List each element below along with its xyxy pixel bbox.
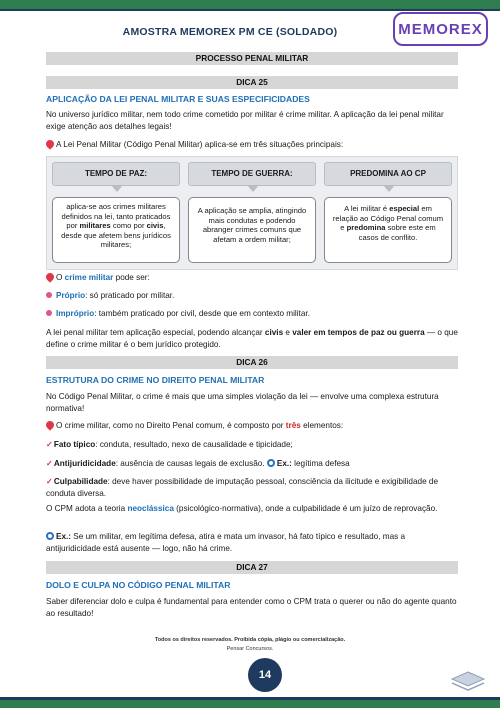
lead-text: A Lei Penal Militar (Código Penal Militar) aplica-se em três situações principais: — [56, 140, 344, 149]
section-bar: PROCESSO PENAL MILITAR — [46, 52, 458, 65]
cp-predomina: predomina — [346, 223, 386, 232]
cpm-teoria — [46, 503, 458, 515]
dot-icon — [46, 310, 52, 316]
cp-text-c: em relação ao Código Penal comum e — [332, 204, 444, 232]
improprio-text: : também praticado por civil, desde que em contexto militar. — [94, 309, 310, 318]
dica-27-label: DICA 27 — [46, 561, 458, 574]
crime-pre: O — [56, 273, 65, 282]
dica-27-title: DOLO E CULPA NO CÓDIGO PENAL MILITAR — [46, 580, 231, 590]
anti-term: Antijuridicidade — [53, 459, 116, 468]
proprio-term: Próprio — [56, 291, 86, 300]
lead-tres: três — [285, 421, 301, 430]
document-title: AMOSTRA MEMOREX PM CE (SOLDADO) — [122, 26, 338, 38]
box-head-guerra: TEMPO DE GUERRA: — [188, 162, 316, 186]
cp-text-a: A lei militar é — [344, 204, 390, 213]
dot-icon — [46, 292, 52, 298]
dica-26-label: DICA 26 — [46, 356, 458, 369]
paz-text-e: , desde que afetem bens jurídicos militares; — [61, 221, 171, 249]
lead-a: O crime militar, como no Direito Penal comum, é composto por — [56, 421, 286, 430]
pin-icon — [44, 271, 55, 282]
culp-text: : deve haver possibilidade de imputação pessoal, consciência da ilicitude e exigibilidade de conduta diversa. — [46, 477, 439, 498]
dica-26-intro: No Código Penal Militar, o crime é mais que uma simples violação da lei — envolve uma complexa estrutura normativa! — [46, 392, 439, 413]
culpabilidade-line — [46, 476, 458, 499]
proprio-line — [46, 290, 458, 302]
ex-label: Ex.: — [56, 532, 72, 541]
checkmark-icon: ✓ — [46, 477, 53, 486]
checkmark-icon: ✓ — [46, 459, 53, 468]
crime-term: crime militar — [64, 273, 114, 282]
fato-text: : conduta, resultado, nexo de causalidade e tipicidade; — [95, 440, 293, 449]
footer-rights: Todos os direitos reservados. Proibida cópia, plágio ou comercialização. — [154, 637, 346, 643]
box-body-cp — [324, 197, 452, 263]
closing-c: e — [283, 328, 293, 337]
dica-26-title: ESTRUTURA DO CRIME NO DIREITO PENAL MILITAR — [46, 375, 265, 385]
top-navy-line — [0, 9, 500, 11]
anti-ex: Ex.: — [276, 459, 292, 468]
dica-25-label: DICA 25 — [46, 76, 458, 89]
antijuridicidade-line — [46, 458, 458, 470]
closing-e: — o que define o crime militar é o bem jurídico protegido. — [46, 328, 458, 349]
footer-brand: Pensar Concursos. — [226, 646, 274, 652]
box-head-cp: PREDOMINA AO CP — [324, 162, 452, 186]
ex-text: Se um militar, em legítima defesa, atira e mata um invasor, há fato típico e resultado, mas a antijuridicidade está ausente — logo, não há crime. — [46, 532, 406, 553]
magnifier-icon — [46, 532, 54, 540]
anti-text: : ausência de causas legais de exclusão. — [115, 459, 267, 468]
paz-text-c: como por — [110, 221, 147, 230]
box-body-paz — [52, 197, 180, 263]
closing-a: A lei penal militar tem aplicação especial, podendo alcançar — [46, 328, 265, 337]
crime-militar-line — [46, 272, 458, 284]
logo-text: MEMOREX — [398, 20, 483, 38]
dica-25-lead — [46, 139, 458, 151]
paz-text-a: aplica-se aos crimes militares definidos na lei, tanto praticados por — [61, 202, 171, 230]
cpm-c: (psicológico-normativa), onde a culpabilidade é um juízo de reprovação. — [173, 504, 438, 513]
cp-especial: especial — [389, 204, 420, 213]
layers-icon — [450, 670, 486, 692]
box-head-paz: TEMPO DE PAZ: — [52, 162, 180, 186]
dica-26-example — [46, 531, 458, 554]
closing-tempos: valer em tempos de paz ou guerra — [292, 328, 425, 337]
anti-ex-text: legítima defesa — [291, 459, 350, 468]
fato-term: Fato típico — [53, 440, 96, 449]
box-body-guerra: A aplicação se amplia, atingindo mais condutas e podendo abranger crimes comuns que afetam a ordem militar; — [188, 197, 316, 263]
dica-26-lead — [46, 420, 458, 432]
culp-term: Culpabilidade — [53, 477, 108, 486]
top-green-bar — [0, 0, 500, 9]
fato-tipico-line — [46, 439, 458, 451]
cp-text-e: sobre este em casos de conflito. — [358, 223, 436, 242]
improprio-line — [46, 308, 458, 320]
closing-civis: civis — [264, 328, 284, 337]
memorex-logo — [393, 12, 488, 46]
page-number: 14 — [248, 658, 282, 692]
cpm-neoclassica: neoclássica — [127, 504, 174, 513]
checkmark-icon: ✓ — [46, 440, 53, 449]
pin-icon — [44, 138, 55, 149]
improprio-term: Impróprio — [56, 309, 95, 318]
lead-c: elementos: — [300, 421, 344, 430]
paz-militares: militares — [79, 221, 111, 230]
dica-27-intro: Saber diferenciar dolo e culpa é fundamental para entender como o CPM trata o querer ou não do agente quanto ao resultado! — [46, 597, 457, 618]
cpm-a: O CPM adota a teoria — [46, 504, 128, 513]
magnifier-icon — [267, 459, 275, 467]
pin-icon — [44, 419, 55, 430]
crime-post: pode ser: — [113, 273, 150, 282]
dica-25-closing — [46, 327, 458, 350]
paz-civis: civis — [146, 221, 164, 230]
dica-25-intro: No universo jurídico militar, nem todo crime cometido por militar é crime militar. A aplicação da lei penal militar exige atenção aos detalhes legais! — [46, 110, 444, 131]
dica-25-title: APLICAÇÃO DA LEI PENAL MILITAR E SUAS ESPECIFICIDADES — [46, 94, 310, 104]
proprio-text: : só praticado por militar. — [85, 291, 175, 300]
bottom-green-bar — [0, 700, 500, 708]
